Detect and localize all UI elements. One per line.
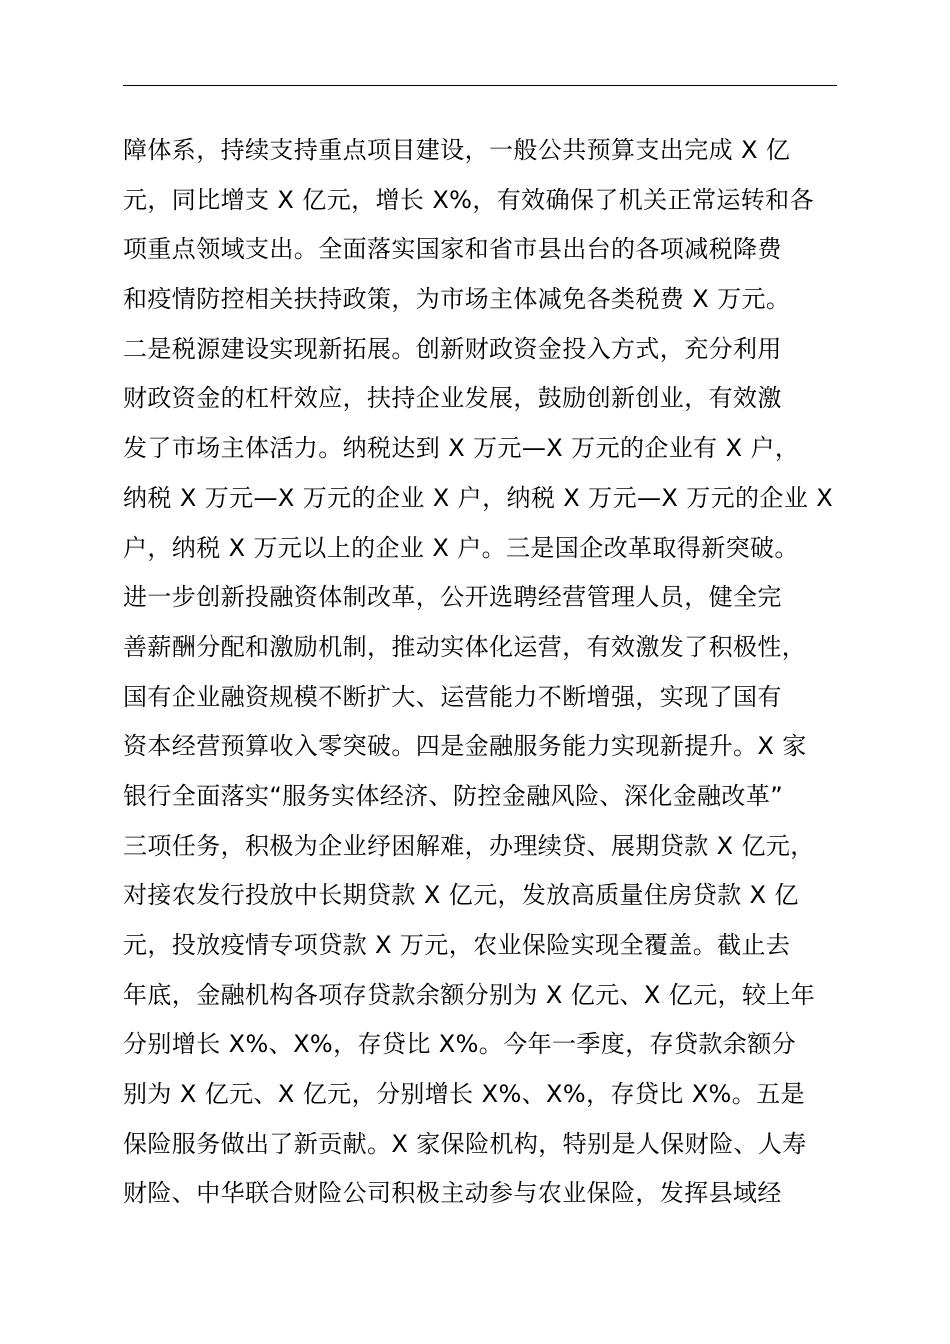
- text-line: 纳税 X 万元—X 万元的企业 X 户，纳税 X 万元—X 万元的企业 X: [123, 483, 834, 512]
- text-line: 银行全面落实“服务实体经济、防控金融风险、深化金融改革”: [123, 781, 784, 810]
- text-line: 对接农发行投放中长期贷款 X 亿元，发放高质量住房贷款 X 亿: [123, 881, 799, 910]
- text-line: 元，同比增支 X 亿元，增长 X%，有效确保了机关正常运转和各: [123, 185, 814, 214]
- text-line: 财险、中华联合财险公司积极主动参与农业保险，发挥县域经: [123, 1179, 782, 1208]
- text-line: 三项任务，积极为企业纾困解难，办理续贷、展期贷款 X 亿元，: [123, 831, 815, 860]
- header-rule: [123, 85, 837, 86]
- text-line: 和疫情防控相关扶持政策，为市场主体减免各类税费 X 万元。: [123, 285, 791, 314]
- text-line: 资本经营预算收入零突破。四是金融服务能力实现新提升。X 家: [123, 732, 807, 761]
- text-line: 财政资金的杠杆效应，扶持企业发展，鼓励创新创业，有效激: [123, 384, 782, 413]
- text-line: 户，纳税 X 万元以上的企业 X 户。三是国企改革取得新突破。: [123, 533, 799, 562]
- text-line: 国有企业融资规模不断扩大、运营能力不断增强，实现了国有: [123, 682, 782, 711]
- text-line: 障体系，持续支持重点项目建设，一般公共预算支出完成 X 亿: [123, 136, 791, 164]
- text-line: 分别增长 X%、X%，存贷比 X%。今年一季度，存贷款余额分: [123, 1030, 796, 1059]
- text-line: 进一步创新投融资体制改革，公开选聘经营管理人员，健全完: [123, 583, 782, 612]
- text-line: 善薪酬分配和激励机制，推动实体化运营，有效激发了积极性，: [123, 632, 807, 661]
- text-line: 别为 X 亿元、X 亿元，分别增长 X%、X%，存贷比 X%。五是: [123, 1080, 805, 1109]
- body-paragraph: [123, 126, 863, 1219]
- text-line: 项重点领域支出。全面落实国家和省市县出台的各项减税降费: [123, 235, 782, 264]
- text-line: 元，投放疫情专项贷款 X 万元，农业保险实现全覆盖。截止去: [123, 931, 791, 959]
- text-line: 年底，金融机构各项存贷款余额分别为 X 亿元、X 亿元，较上年: [123, 980, 816, 1009]
- text-line: 发了市场主体活力。纳税达到 X 万元—X 万元的企业有 X 户，: [123, 434, 800, 463]
- text-line: 保险服务做出了新贡献。X 家保险机构，特别是人保财险、人寿: [123, 1129, 807, 1158]
- text-line: 二是税源建设实现新拓展。创新财政资金投入方式，充分利用: [123, 334, 782, 363]
